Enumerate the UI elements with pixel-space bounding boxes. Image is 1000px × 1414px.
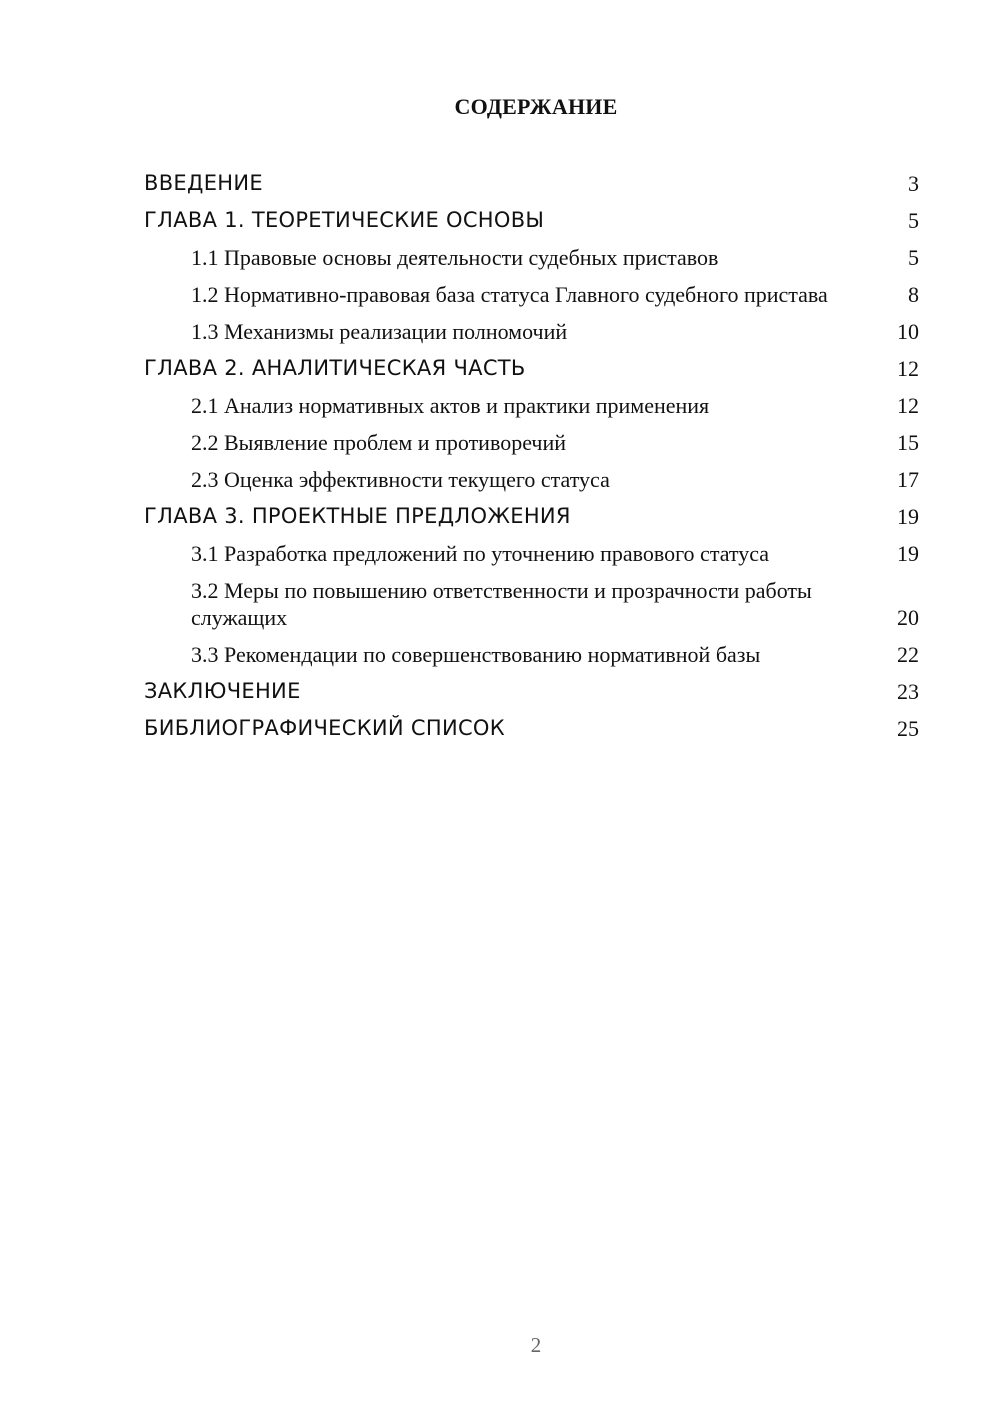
toc-entry-bibliography: [144, 715, 919, 742]
toc-entry-label: 3.2 Меры по повышению ответственности и прозрачности работы служащих: [191, 578, 812, 630]
toc-entry-page: 12: [897, 356, 919, 381]
toc-entry-label: ЗАКЛЮЧЕНИЕ: [144, 679, 301, 703]
toc-entry-label: 2.2 Выявление проблем и противоречий: [191, 430, 567, 455]
toc-entry-chapter-2: [144, 355, 919, 382]
toc-entry-page: 19: [897, 541, 919, 566]
toc-entry-page: 3: [908, 171, 919, 196]
toc-entry-chapter-3: [144, 503, 919, 530]
toc-entry-label: ВВЕДЕНИЕ: [144, 171, 263, 195]
toc-entry-label: ГЛАВА 1. ТЕОРЕТИЧЕСКИЕ ОСНОВЫ: [144, 208, 545, 232]
toc-entry-chapter-1: [144, 207, 919, 234]
toc-entry-page: 25: [897, 716, 919, 741]
toc-entry-label: 1.1 Правовые основы деятельности судебных приставов: [191, 245, 719, 270]
toc-entry-page: 15: [897, 430, 919, 455]
toc-entry-page: 5: [908, 208, 919, 233]
toc-entry-page: 19: [897, 504, 919, 529]
toc-entry-page: 22: [897, 642, 919, 667]
page-title: СОДЕРЖАНИЕ: [454, 94, 618, 119]
toc-entry-section-1-2: [144, 281, 919, 308]
toc-entry-label: 2.1 Анализ нормативных актов и практики применения: [191, 393, 710, 418]
table-of-contents: [144, 170, 919, 752]
toc-entry-label: 2.3 Оценка эффективности текущего статуса: [191, 467, 610, 492]
toc-entry-section-3-3: [144, 641, 919, 668]
toc-entry-section-2-3: [144, 466, 919, 493]
toc-entry-page: 5: [908, 245, 919, 270]
toc-entry-label: БИБЛИОГРАФИЧЕСКИЙ СПИСОК: [144, 716, 505, 740]
toc-entry-page: 17: [897, 467, 919, 492]
toc-entry-page: 10: [897, 319, 919, 344]
toc-entry-conclusion: [144, 678, 919, 705]
toc-entry-label: 3.1 Разработка предложений по уточнению правового статуса: [191, 541, 770, 566]
toc-entry-label: 1.3 Механизмы реализации полномочий: [191, 319, 568, 344]
toc-entry-page: 20: [897, 605, 919, 630]
toc-entry-section-2-1: [144, 392, 919, 419]
toc-entry-section-2-2: [144, 429, 919, 456]
toc-entry-label: 3.3 Рекомендации по совершенствованию нормативной базы: [191, 642, 761, 667]
toc-entry-page: 12: [897, 393, 919, 418]
toc-entry-section-3-1: [144, 540, 919, 567]
toc-entry-page: 8: [908, 282, 919, 307]
page-number: 2: [530, 1333, 542, 1357]
toc-entry-label: ГЛАВА 3. ПРОЕКТНЫЕ ПРЕДЛОЖЕНИЯ: [144, 504, 571, 528]
toc-entry-section-1-3: [144, 318, 919, 345]
toc-entry-page: 23: [897, 679, 919, 704]
toc-entry-introduction: [144, 170, 919, 197]
toc-entry-label: ГЛАВА 2. АНАЛИТИЧЕСКАЯ ЧАСТЬ: [144, 356, 526, 380]
toc-entry-section-3-2: [144, 577, 919, 631]
toc-entry-section-1-1: [144, 244, 919, 271]
toc-entry-label: 1.2 Нормативно-правовая база статуса Главного судебного пристава: [191, 282, 828, 307]
